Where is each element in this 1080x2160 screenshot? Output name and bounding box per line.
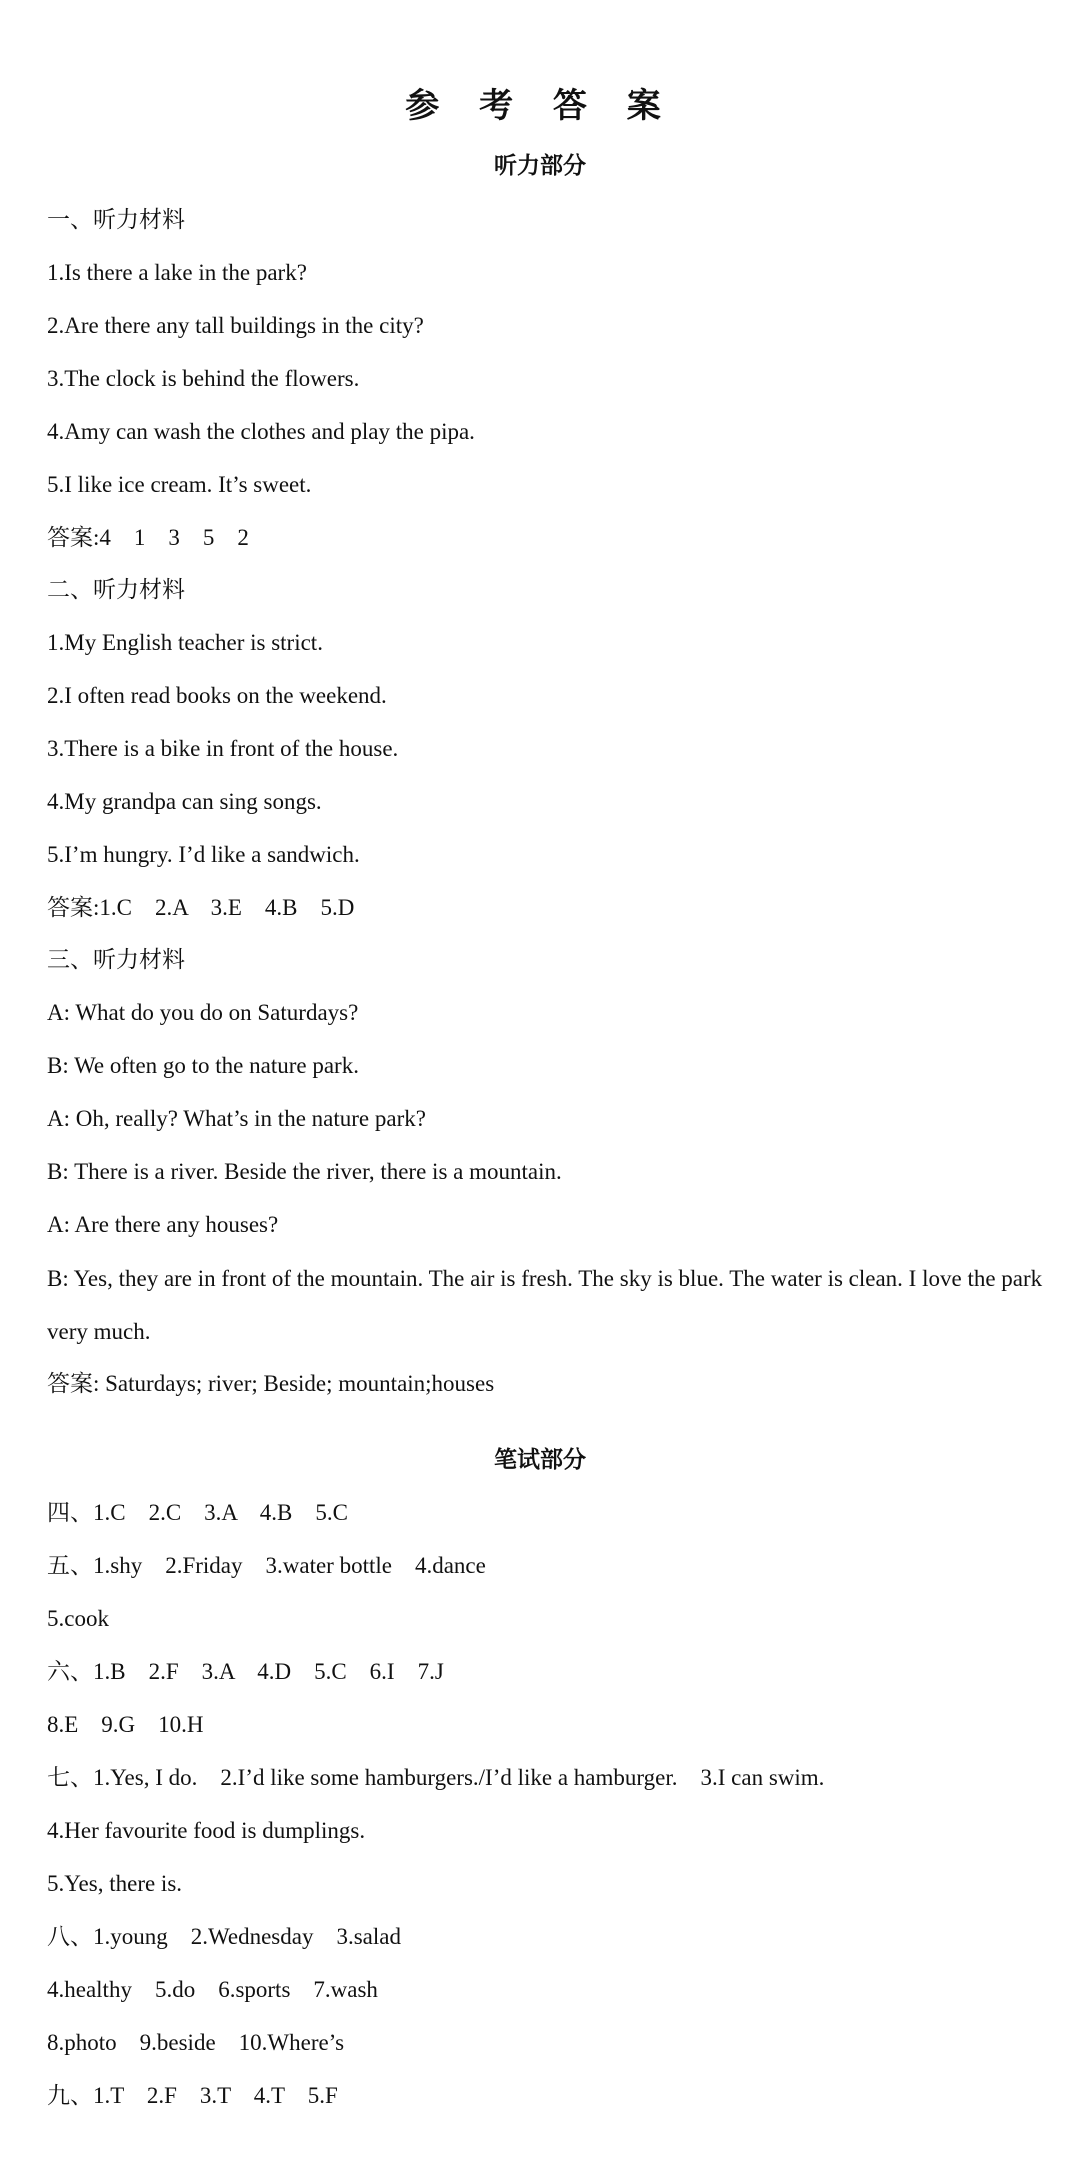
part2-item: 2.I often read books on the weekend. [47,683,387,708]
listening-section-heading: 听力部分 [494,153,586,179]
written-answer-line: 5.cook [47,1606,109,1631]
written-answer-line: 4.Her favourite food is dumplings. [47,1818,366,1843]
written-answer-line: 4.healthy 5.do 6.sports 7.wash [47,1977,378,2002]
written-answer-line: 八、1.young 2.Wednesday 3.salad [47,1924,401,1949]
page-title: 参 考 答 案 [405,86,675,126]
dialogue-line: A: Are there any houses? [47,1212,279,1237]
dialogue-line: B: We often go to the nature park. [47,1053,359,1078]
written-answer-line: 六、1.B 2.F 3.A 4.D 5.C 6.I 7.J [47,1659,444,1684]
part1-item: 3.The clock is behind the flowers. [47,366,360,391]
written-answer-line: 8.E 9.G 10.H [47,1712,204,1737]
written-answer-line: 七、1.Yes, I do. 2.I’d like some hamburgers./I’d like a hamburger. 3.I can swim. [47,1765,825,1790]
part2-item: 5.I’m hungry. I’d like a sandwich. [47,842,360,867]
part3-heading: 三、听力材料 [47,947,185,972]
written-answer-line: 五、1.shy 2.Friday 3.water bottle 4.dance [47,1553,486,1578]
dialogue-line: A: Oh, really? What’s in the nature park? [47,1106,426,1131]
written-answer-line: 四、1.C 2.C 3.A 4.B 5.C [47,1500,348,1525]
dialogue-line: B: Yes, they are in front of the mountain. The air is fresh. The sky is blue. The water is clean. I love the park very much. [47,1266,1043,1344]
part2-item: 3.There is a bike in front of the house. [47,736,399,761]
written-answer-line: 九、1.T 2.F 3.T 4.T 5.F [47,2083,338,2108]
part1-item: 4.Amy can wash the clothes and play the pipa. [47,419,475,444]
part2-item: 1.My English teacher is strict. [47,630,323,655]
part1-item: 1.Is there a lake in the park? [47,260,307,285]
dialogue-line: A: What do you do on Saturdays? [47,1000,359,1025]
part2-heading: 二、听力材料 [47,577,185,602]
part3-answer: 答案: Saturdays; river; Beside; mountain;houses [47,1371,495,1396]
part1-answer: 答案:4 1 3 5 2 [47,525,249,550]
written-answer-line: 8.photo 9.beside 10.Where’s [47,2030,345,2055]
part2-item: 4.My grandpa can sing songs. [47,789,322,814]
part1-heading: 一、听力材料 [47,207,185,232]
written-answer-line: 5.Yes, there is. [47,1871,183,1896]
dialogue-line: B: There is a river. Beside the river, there is a mountain. [47,1159,562,1184]
written-section-heading: 笔试部分 [494,1447,586,1473]
part1-item: 2.Are there any tall buildings in the city? [47,313,424,338]
part2-answer: 答案:1.C 2.A 3.E 4.B 5.D [47,895,355,920]
part1-item: 5.I like ice cream. It’s sweet. [47,472,312,497]
